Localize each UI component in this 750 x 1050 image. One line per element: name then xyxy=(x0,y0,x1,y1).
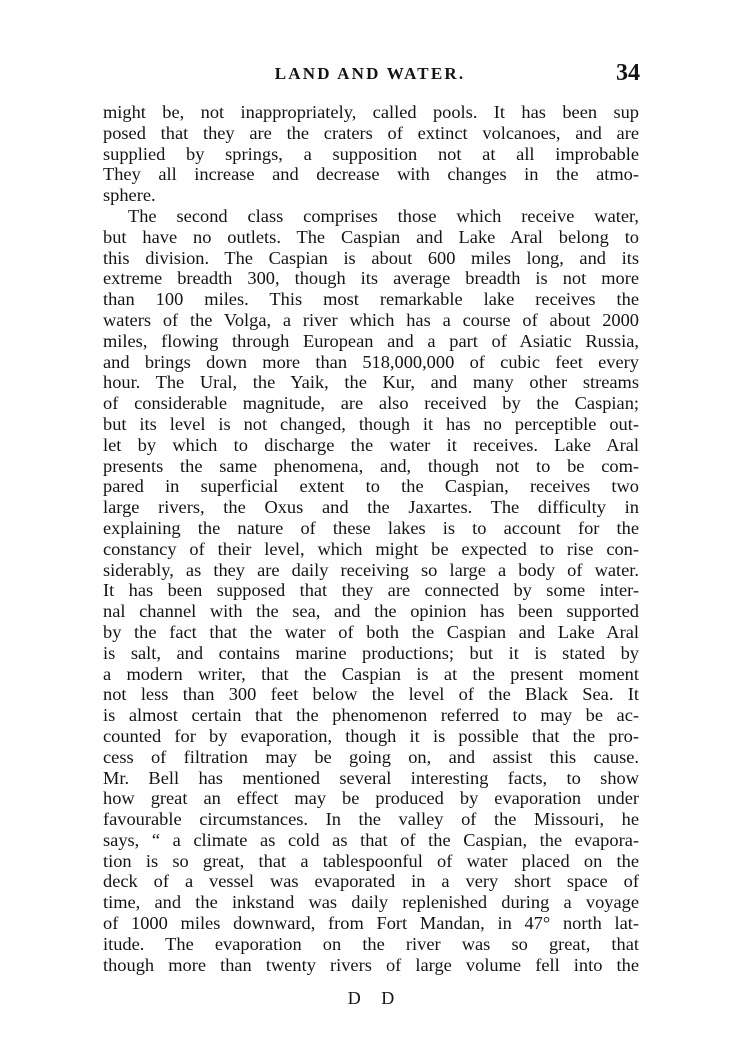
text-line: but its level is not changed, though it has no perceptible out- xyxy=(103,413,639,434)
text-line: pared in superficial extent to the Caspian, receives two xyxy=(103,476,639,497)
text-line: presents the same phenomena, and, though not to be com- xyxy=(103,455,639,476)
page-number: 34 xyxy=(616,60,640,86)
text-line: Mr. Bell has mentioned several interesting facts, to show xyxy=(103,767,639,788)
text-line: The second class comprises those which receive water, xyxy=(128,205,639,226)
text-line: supplied by springs, a supposition not at all improbable xyxy=(103,143,639,164)
text-line: and brings down more than 518,000,000 of cubic feet every xyxy=(103,351,639,372)
text-line: itude. The evaporation on the river was so great, that xyxy=(103,933,639,954)
text-line: waters of the Volga, a river which has a course of about 2000 xyxy=(103,309,639,330)
text-line: of 1000 miles downward, from Fort Mandan, in 47° north lat- xyxy=(103,913,639,934)
text-line: It has been supposed that they are connected by some inter- xyxy=(103,580,639,601)
running-title: LAND AND WATER. xyxy=(274,64,466,83)
text-line: large rivers, the Oxus and the Jaxartes. The difficulty in xyxy=(103,497,639,518)
text-line: favourable circumstances. In the valley of the Missouri, he xyxy=(103,809,639,830)
text-line: says, “ a climate as cold as that of the Caspian, the evapora- xyxy=(103,829,639,850)
text-line: though more than twenty rivers of large volume fell into the xyxy=(103,954,639,975)
text-line: this division. The Caspian is about 600 miles long, and its xyxy=(103,247,639,268)
text-line: is salt, and contains marine productions; but it is stated by xyxy=(103,642,639,663)
text-line: deck of a vessel was evaporated in a very short space of xyxy=(103,871,639,892)
text-line: a modern writer, that the Caspian is at the present moment xyxy=(103,663,639,684)
text-line: explaining the nature of these lakes is to account for the xyxy=(103,517,639,538)
text-line: let by which to discharge the water it receives. Lake Aral xyxy=(103,434,639,455)
text-line: sphere. xyxy=(103,185,156,206)
text-line: constancy of their level, which might be expected to rise con- xyxy=(103,538,639,559)
body-text xyxy=(103,102,639,975)
signature-mark: D D xyxy=(347,988,403,1008)
text-line: They all increase and decrease with changes in the atmo- xyxy=(103,164,639,185)
text-line: of considerable magnitude, are also received by the Caspian; xyxy=(103,393,639,414)
text-line: posed that they are the craters of extinct volcanoes, and are xyxy=(103,122,639,143)
text-line: miles, flowing through European and a part of Asiatic Russia, xyxy=(103,330,639,351)
text-line: by the fact that the water of both the Caspian and Lake Aral xyxy=(103,621,639,642)
text-line: is almost certain that the phenomenon referred to may be ac- xyxy=(103,705,639,726)
text-line: not less than 300 feet below the level of the Black Sea. It xyxy=(103,684,639,705)
text-line: might be, not inappropriately, called pools. It has been sup xyxy=(103,102,639,122)
text-line: extreme breadth 300, though its average breadth is not more xyxy=(103,268,639,289)
text-line: tion is so great, that a tablespoonful of water placed on the xyxy=(103,850,639,871)
text-line: than 100 miles. This most remarkable lake receives the xyxy=(103,289,639,310)
text-line: hour. The Ural, the Yaik, the Kur, and many other streams xyxy=(103,372,639,393)
text-line: but have no outlets. The Caspian and Lake Aral belong to xyxy=(103,226,639,247)
text-line: how great an effect may be produced by evaporation under xyxy=(103,788,639,809)
text-line: counted for by evaporation, though it is possible that the pro- xyxy=(103,725,639,746)
running-head xyxy=(100,62,640,92)
text-line: time, and the inkstand was daily replenished during a voyage xyxy=(103,892,639,913)
text-line: siderably, as they are daily receiving so large a body of water. xyxy=(103,559,639,580)
text-line: nal channel with the sea, and the opinion has been supported xyxy=(103,601,639,622)
text-line: cess of filtration may be going on, and assist this cause. xyxy=(103,746,639,767)
